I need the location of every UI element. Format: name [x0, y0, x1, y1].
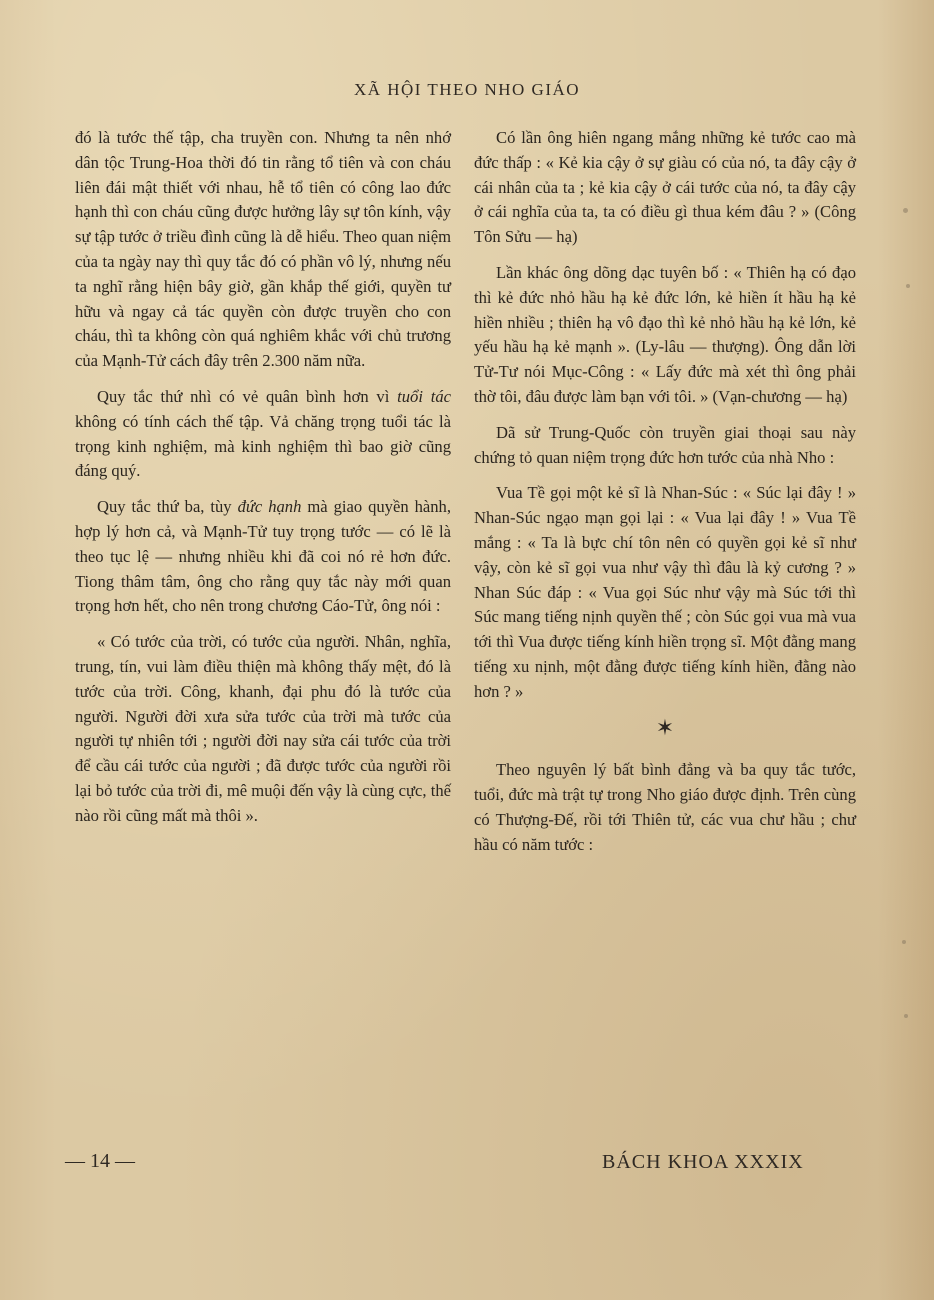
left-column: [75, 126, 451, 840]
section-divider-icon: ✶: [655, 714, 675, 740]
page-number: — 14 —: [65, 1150, 135, 1172]
left-paragraph-3: [75, 495, 451, 619]
right-paragraph-3: Dã sử Trung-Quốc còn truyền giai thoại sau này chứng tỏ quan niệm trọng đức hơn tước của nhà Nho :: [474, 422, 856, 467]
left-paragraph-3-text-b: mà giao quyền hành, hợp lý hơn cả, và Mạnh-Tử tuy trọng tước — có lẽ là theo tục lệ — nhưng nhiều khi đã coi nó rẻ hơn đức. Tiong thâm tâm, ông cho rằng quy tắc này mới quan trọng hơn hết, cho nên trong chương Cáo-Tử, ông nói :: [75, 497, 451, 616]
running-header: XÃ HỘI THEO NHO GIÁO: [353, 80, 581, 99]
right-paragraph-1: Có lần ông hiên ngang mắng những kẻ tước cao mà đức thấp : « Kẻ kia cậy ở sự giàu có của nó, ta đây cậy ở cái nhân của ta ; kẻ kia cậy ở cái tước của nó, ta đây cậy ở cái nghĩa của ta, ta có điều gì thua kém đâu ? » (Công Tôn Sửu — hạ): [474, 128, 856, 247]
right-paragraph-5: Theo nguyên lý bất bình đẳng và ba quy tắc tước, tuổi, đức mà trật tự trong Nho giáo được định. Trên cùng có Thượng-Đế, rồi tới Thiên tử, các vua chư hầu ; chư hầu có năm tước :: [474, 760, 856, 854]
left-paragraph-2-text-b: không có tính cách thế tập. Vả chăng trọng tuổi tác là trọng kinh nghiệm, mà kinh nghiệm thì bao giờ cũng đáng quý.: [75, 411, 451, 481]
right-column: [474, 126, 856, 869]
paper-speck: [902, 940, 906, 944]
left-paragraph-3-emphasis: đức hạnh: [237, 497, 302, 517]
left-paragraph-2: [75, 385, 451, 484]
right-paragraph-2: Lần khác ông dõng dạc tuyên bố : « Thiên hạ có đạo thì kẻ đức nhỏ hầu hạ kẻ đức lớn, kẻ hiền ít hầu hạ kẻ hiền nhiều ; thiên hạ vô đạo thì kẻ nhỏ hầu hạ kẻ lớn, kẻ yếu hầu hạ kẻ mạnh ». (Ly-lâu — thượng). Ông dẫn lời Tử-Tư nói Mục-Công : « Lấy đức mà xét thì ông phải thờ tôi, đâu được làm bạn với tôi. » (Vạn-chương — hạ): [474, 262, 856, 406]
right-paragraph-4-anecdote: Vua Tề gọi một kẻ sĩ là Nhan-Súc : « Súc lại đây ! » Nhan-Súc ngạo mạn gọi lại : « Vua lại đây ! » Vua Tề mắng : « Ta là bực chí tôn nên có quyền gọi kẻ sĩ như vậy, còn kẻ sĩ gọi vua như vậy thì đâu là kỷ cương ? » Nhan Súc đáp : « Vua gọi Súc như vậy mà Súc tới thì Súc mang tiếng nịnh quyền thế ; còn Súc gọi vua mà vua tới thì Vua được tiếng kính hiền trọng sĩ. Một đằng mang tiếng xu nịnh, một đằng được tiếng kính hiền, đằng nào hơn ? »: [474, 483, 856, 701]
left-paragraph-2-emphasis: tuổi tác: [397, 386, 451, 406]
paper-speck: [903, 208, 908, 213]
left-paragraph-2-text-a: Quy tắc thứ nhì có vẻ quân bình hơn vì: [97, 386, 398, 406]
left-paragraph-4-quote: « Có tước của trời, có tước của người. Nhân, nghĩa, trung, tín, vui làm điều thiện mà không thấy mệt, đó là tước của trời. Công, khanh, đại phu đó là tước của người. Người đời xưa sửa tước của trời mà tước của người tự nhiên tới ; người đời nay sửa cái tước của trời để cầu cái tước của người ; đã được tước của người rồi lại bỏ tước của trời đi, mê muội đến vậy là cùng cực, thế nào rồi cũng mất mà thôi ».: [75, 632, 451, 825]
paper-speck: [904, 1014, 908, 1018]
publication-name: BÁCH KHOA XXXIX: [602, 1151, 804, 1173]
paper-speck: [906, 284, 910, 288]
left-paragraph-3-text-a: Quy tắc thứ ba, tùy: [97, 497, 238, 517]
left-paragraph-1: đó là tước thế tập, cha truyền con. Nhưng ta nên nhớ dân tộc Trung-Hoa thời đó tin rằng tổ tiên và con cháu liên đái mật thiết với nhau, hễ tổ tiên có công lao đức hạnh thì con cháu cũng được hưởng lây sự tôn kính, vậy sự tập tước ở triều đình cũng là dễ hiểu. Theo quan niệm của ta ngày nay thì quy tắc đó có phần vô lý, nhưng nếu ta nghĩ rằng hiện bây giờ, gần khắp thế giới, quyền tư hữu và ngay cả tác quyền còn được truyền cho con cháu, thì ta không còn quá nghiêm khắc với chủ trương của Mạnh-Tử cách đây trên 2.300 năm nữa.: [75, 128, 451, 371]
